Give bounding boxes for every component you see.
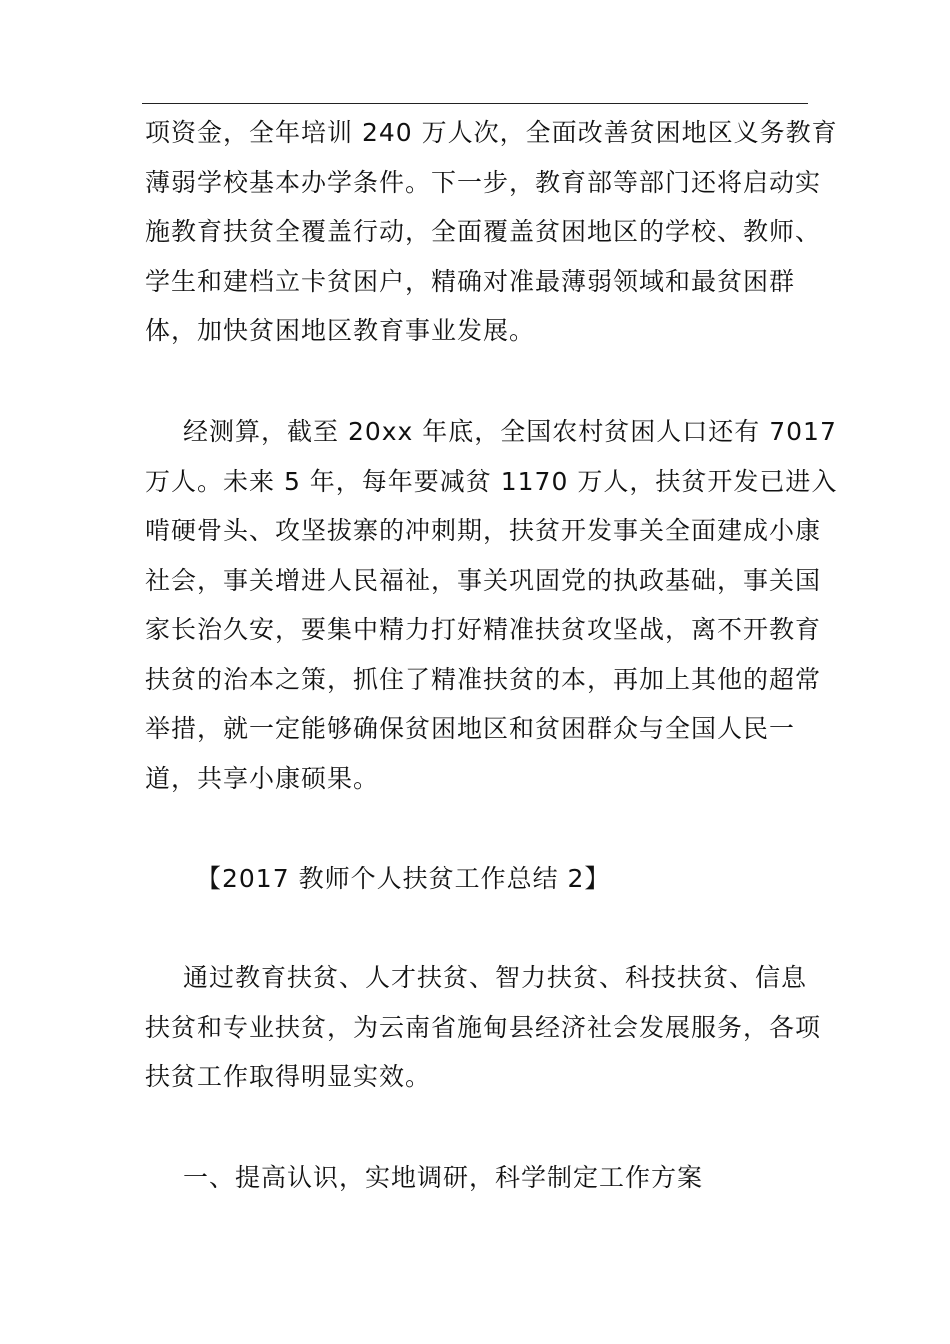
section-heading: 【2017 教师个人扶贫工作总结 2】: [196, 864, 611, 893]
header-rule: [142, 103, 808, 104]
paragraph-2-line-1: 经测算，截至 20xx 年底，全国农村贫困人口还有 7017: [183, 417, 837, 446]
paragraph-2-line-6: 扶贫的治本之策，抓住了精准扶贫的本，再加上其他的超常: [145, 665, 822, 694]
paragraph-2-line-3: 啃硬骨头、攻坚拔寨的冲刺期，扶贫开发事关全面建成小康: [145, 516, 822, 545]
paragraph-1-line-5: 体，加快贫困地区教育事业发展。: [145, 316, 536, 345]
paragraph-2-line-8: 道，共享小康硕果。: [145, 764, 380, 793]
paragraph-3-line-1: 通过教育扶贫、人才扶贫、智力扶贫、科技扶贫、信息: [183, 963, 808, 992]
paragraph-3-line-3: 扶贫工作取得明显实效。: [145, 1062, 432, 1091]
paragraph-2-line-7: 举措，就一定能够确保贫困地区和贫困群众与全国人民一: [145, 714, 796, 743]
paragraph-2-line-4: 社会，事关增进人民福祉，事关巩固党的执政基础，事关国: [145, 566, 822, 595]
paragraph-3-line-2: 扶贫和专业扶贫，为云南省施甸县经济社会发展服务，各项: [145, 1013, 822, 1042]
paragraph-1-line-2: 薄弱学校基本办学条件。下一步，教育部等部门还将启动实: [145, 168, 822, 197]
paragraph-1-line-4: 学生和建档立卡贫困户，精确对准最薄弱领域和最贫困群: [145, 267, 796, 296]
paragraph-1-line-3: 施教育扶贫全覆盖行动，全面覆盖贫困地区的学校、教师、: [145, 217, 822, 246]
subheading: 一、提高认识，实地调研，科学制定工作方案: [183, 1163, 704, 1192]
paragraph-1-line-1: 项资金，全年培训 240 万人次，全面改善贫困地区义务教育: [145, 118, 838, 147]
paragraph-2-line-5: 家长治久安，要集中精力打好精准扶贫攻坚战，离不开教育: [145, 615, 822, 644]
paragraph-2-line-2: 万人。未来 5 年，每年要减贫 1170 万人，扶贫开发已进入: [145, 467, 838, 496]
